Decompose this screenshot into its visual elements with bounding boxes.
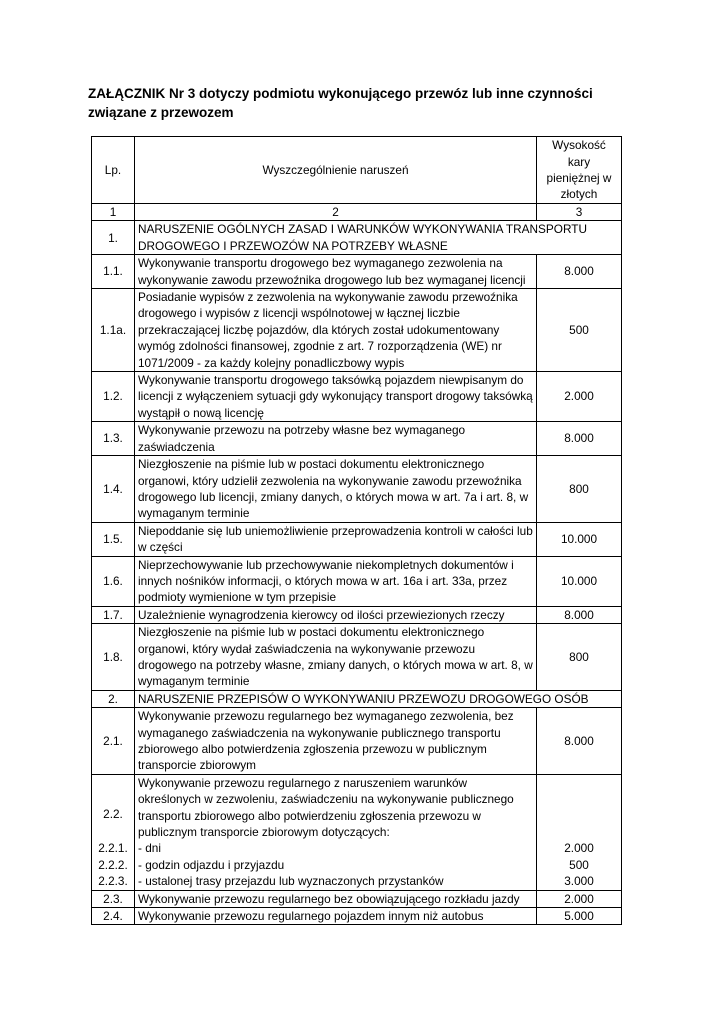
row-lp: 1.5. [92,522,135,556]
sub-lp: 2.2.1. [98,841,128,856]
row-amount: 8.000 [537,422,622,456]
row-description: Wykonywanie przewozu na potrzeby własne bez wymaganego zaświadczenia [135,422,537,456]
column-number-row [92,204,622,221]
row-amount: 10.000 [537,556,622,606]
header-lp: Lp. [92,137,135,204]
group-description: Wykonywanie przewozu regularnego z naruszeniem warunków określonych w zezwoleniu, zaświadczeniu na wykonywanie publicznego transportu zbiorowego albo potwierdzeniu zgłoszenia przewozu w publicznym transporcie zbiorowym dotyczących: [138,775,514,840]
row-description-group [135,774,537,890]
row-description: Wykonywanie przewozu regularnego pojazdem innym niż autobus [135,908,537,925]
table-row [92,289,622,372]
column-number-2: 2 [135,204,537,221]
row-amount: 8.000 [537,708,622,775]
row-amount: 500 [537,289,622,372]
row-lp: 2.3. [92,890,135,907]
header-description: Wyszczególnienie naruszeń [135,137,537,204]
table-row [92,522,622,556]
column-number-3: 3 [537,204,622,221]
table-row [92,456,622,523]
row-lp: 1.1a. [92,289,135,372]
row-amount: 5.000 [537,908,622,925]
section-row [92,221,622,255]
document-title: ZAŁĄCZNIK Nr 3 dotyczy podmiotu wykonującego przewóz lub inne czynności związane z przewozem [88,86,593,120]
row-description: Uzależnienie wynagrodzenia kierowcy od ilości przewiezionych rzeczy [135,606,537,623]
row-lp: 1.6. [92,556,135,606]
row-description: Wykonywanie przewozu regularnego bez obowiązującego rozkładu jazdy [135,890,537,907]
row-lp: 1.3. [92,422,135,456]
row-amount: 10.000 [537,522,622,556]
group-lp: 2.2. [103,807,123,822]
table-row [92,708,622,775]
row-lp-group [92,774,135,890]
row-lp: 2.1. [92,708,135,775]
row-lp: 1.4. [92,456,135,523]
table-header-row [92,137,622,204]
row-description: Niezgłoszenie na piśmie lub w postaci dokumentu elektronicznego organowi, który udzielił zezwolenia na wykonywanie zawodu przewoźnika drogowego lub licencji, zmiany danych, o których mowa w art. 7a i art. 8, w wymaganym terminie [135,456,537,523]
table-row [92,908,622,925]
row-lp: 2.4. [92,908,135,925]
row-amount: 8.000 [537,606,622,623]
table-row [92,372,622,422]
row-lp: 1.2. [92,372,135,422]
section-heading: NARUSZENIE OGÓLNYCH ZASAD I WARUNKÓW WYKONYWANIA TRANSPORTU DROGOWEGO I PRZEWOZÓW NA POTRZEBY WŁASNE [135,221,622,255]
sub-amount: 2.000 [564,841,594,856]
row-amount: 2.000 [537,372,622,422]
row-description: Wykonywanie przewozu regularnego bez wymaganego zezwolenia, bez wymaganego zaświadczenia na wykonywanie publicznego transportu zbiorowego albo potwierdzenia zgłoszenia przewozu w publicznym transporcie zbiorowym [135,708,537,775]
sub-description: - godzin odjazdu i przyjazdu [138,857,285,872]
table-row-group [92,774,622,890]
sub-description: - dni [138,841,161,856]
column-number-1: 1 [92,204,135,221]
row-lp: 1. [92,221,135,255]
row-lp: 2. [92,690,135,707]
table-row [92,255,622,289]
row-description: Wykonywanie transportu drogowego taksówką pojazdem niewpisanym do licencji z wyłączeniem sytuacji gdy wykonujący transport drogowy taksówką wystąpił o nową licencję [135,372,537,422]
sub-description: - ustalonej trasy przejazdu lub wyznaczonych przystanków [138,874,444,889]
section-row [92,690,622,707]
header-amount: Wysokość kary pieniężnej w złotych [537,137,622,204]
table-row [92,606,622,623]
row-amount: 8.000 [537,255,622,289]
row-description: Nieprzechowywanie lub przechowywanie niekompletnych dokumentów i innych nośników informacji, o których mowa w art. 16a i art. 33a, przez podmioty wymienione w tym przepisie [135,556,537,606]
penalty-table [91,136,622,925]
row-description: Wykonywanie transportu drogowego bez wymaganego zezwolenia na wykonywanie zawodu przewoźnika drogowego lub bez wymaganej licencji [135,255,537,289]
row-amount: 800 [537,624,622,691]
row-lp: 1.7. [92,606,135,623]
row-amount: 800 [537,456,622,523]
table-row [92,556,622,606]
row-description: Niezgłoszenie na piśmie lub w postaci dokumentu elektronicznego organowi, który wydał zaświadczenia na wykonywanie przewozu drogowego na potrzeby własne, zmiany danych, o których mowa w art. 8, w wymaganym terminie [135,624,537,691]
sub-lp: 2.2.2. [98,857,128,872]
row-description: Niepoddanie się lub uniemożliwienie przeprowadzenia kontroli w całości lub w części [135,522,537,556]
row-amount-group [537,774,622,890]
row-description: Posiadanie wypisów z zezwolenia na wykonywanie zawodu przewoźnika drogowego i wypisów z licencji wspólnotowej w łącznej liczbie przekraczającej liczbę pojazdów, dla których został udokumentowany wymóg zdolności finansowej, zgodnie z art. 7 rozporządzenia (WE) nr 1071/2009 - za każdy kolejny ponadliczbowy wypis [135,289,537,372]
sub-amount: 500 [569,857,589,872]
table-row [92,624,622,691]
row-lp: 1.1. [92,255,135,289]
section-heading: NARUSZENIE PRZEPISÓW O WYKONYWANIU PRZEWOZU DROGOWEGO OSÓB [135,690,622,707]
table-row [92,422,622,456]
row-lp: 1.8. [92,624,135,691]
table-row [92,890,622,907]
row-amount: 2.000 [537,890,622,907]
sub-amount: 3.000 [564,874,594,889]
sub-lp: 2.2.3. [98,874,128,889]
